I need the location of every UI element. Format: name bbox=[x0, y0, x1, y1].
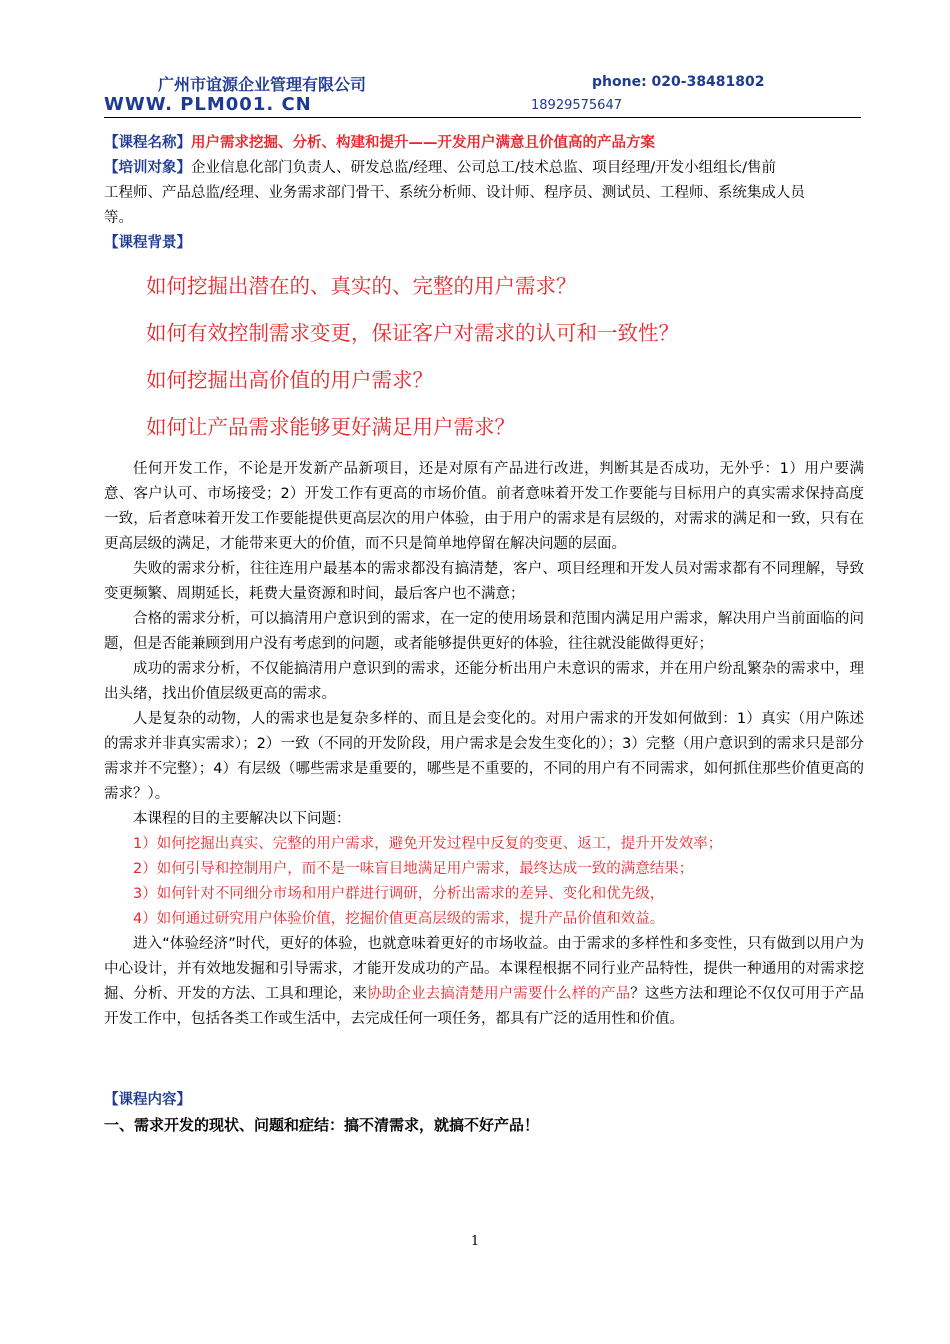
background-label: 【课程背景】 bbox=[104, 235, 191, 251]
course-goals-list bbox=[104, 832, 864, 932]
course-name-label: 【课程名称】 bbox=[104, 135, 191, 151]
course-name-value: 用户需求挖掘、分析、构建和提升——开发用户满意且价值高的产品方案 bbox=[191, 135, 655, 151]
training-audience bbox=[104, 156, 864, 231]
course-content-label: 【课程内容】 bbox=[104, 1092, 191, 1108]
section-heading-1: 一、需求开发的现状、问题和症结：搞不清需求，就搞不好产品！ bbox=[104, 1116, 540, 1134]
key-questions bbox=[104, 263, 864, 451]
paragraph-success-criteria: 任何开发工作，不论是开发新产品新项目，还是对原有产品进行改进，判断其是否成功，无外乎：1）用户要满意、客户认可、市场接受；2）开发工作有更高的市场价值。前者意味着开发工作要能与目标用户的真实需求保持高度一致，后者意味着开发工作要能提供更高层次的用户体验，由于用户的需求是有层级的，对需求的满足和一致，只有在更高层级的满足，才能带来更大的价值，而不只是简单地停留在解决问题的层面。 bbox=[104, 461, 864, 552]
question-item: 如何挖掘出高价值的用户需求？ bbox=[146, 368, 433, 392]
closing-highlight: 协助企业去搞清楚用户需要什么样的产品 bbox=[367, 986, 631, 1002]
goal-item: 2）如何引导和控制用户，而不是一味盲目地满足用户需求，最终达成一致的满意结果； bbox=[133, 861, 694, 877]
phone-number: phone: 020-38481802 bbox=[592, 74, 765, 90]
closing-text-before: 进入“体验经济”时代，更好的体验，也就意味着更好的市场收益。由于需求的多样性和多变性，只有做到以用户为中心设计，并有效地发掘和引导需求，才能开发成功的产品。本课程根据不同行业产品特性，提供一种通用的对需求挖掘、分析、开发的方法、工具和理论，来 bbox=[104, 936, 864, 1002]
audience-line-2: 工程师、产品总监/经理、业务需求部门骨干、系统分析师、设计师、程序员、测试员、工程师、系统集成人员 bbox=[104, 185, 805, 201]
header-divider bbox=[104, 117, 861, 118]
course-name-row bbox=[104, 131, 864, 156]
paragraph-failed-analysis: 失败的需求分析，往往连用户最基本的需求都没有搞清楚，客户、项目经理和开发人员对需求都有不同理解，导致变更频繁、周期延长，耗费大量资源和时间，最后客户也不满意； bbox=[104, 561, 864, 602]
paragraph-human-needs: 人是复杂的动物，人的需求也是复杂多样的、而且是会变化的。对用户需求的开发如何做到：1）真实（用户陈述的需求并非真实需求）；2）一致（不同的开发阶段，用户需求是会发生变化的）；3）完整（用户意识到的需求只是部分需求并不完整）；4）有层级（哪些需求是重要的，哪些是不重要的，不同的用户有不同需求，如何抓住那些价值更高的需求？）。 bbox=[104, 711, 864, 802]
paragraph-successful-analysis: 成功的需求分析，不仅能搞清用户意识到的需求，还能分析出用户未意识的需求，并在用户纷乱繁杂的需求中，理出头绪，找出价值层级更高的需求。 bbox=[104, 661, 864, 702]
question-item: 如何挖掘出潜在的、真实的、完整的用户需求？ bbox=[146, 274, 577, 298]
question-item: 如何让产品需求能够更好满足用户需求？ bbox=[146, 415, 515, 439]
question-item: 如何有效控制需求变更，保证客户对需求的认可和一致性？ bbox=[146, 321, 679, 345]
audience-label: 【培训对象】 bbox=[104, 160, 191, 176]
page-number: 1 bbox=[470, 1234, 480, 1249]
goal-item: 4）如何通过研究用户体验价值，挖掘价值更高层级的需求，提升产品价值和效益。 bbox=[133, 911, 665, 927]
goal-item: 3）如何针对不同细分市场和用户群进行调研，分析出需求的差异、变化和优先级， bbox=[133, 886, 665, 902]
audience-line-3: 等。 bbox=[104, 210, 133, 226]
closing-text-after: ？这些方法和理论不仅仅可用于产品开发工作中，包括各类工作或生活中，去完成任何一项任务，都具有广泛的适用性和价值。 bbox=[104, 986, 865, 1027]
audience-line-1: 企业信息化部门负责人、研发总监/经理、公司总工/技术总监、项目经理/开发小组组长/售前 bbox=[191, 160, 777, 176]
section-spacer bbox=[104, 1032, 864, 1088]
paragraph-qualified-analysis: 合格的需求分析，可以搞清用户意识到的需求，在一定的使用场景和范围内满足用户需求，解决用户当前面临的问题，但是否能兼顾到用户没有考虑到的问题，或者能够提供更好的体验，往往就没能做得更好； bbox=[104, 611, 864, 652]
website-url: WWW. PLM001. CN bbox=[104, 94, 312, 115]
goal-item: 1）如何挖掘出真实、完整的用户需求，避免开发过程中反复的变更、返工，提升开发效率； bbox=[133, 836, 723, 852]
paragraph-experience-economy bbox=[104, 932, 864, 1032]
paragraph-course-goals-intro: 本课程的目的主要解决以下问题： bbox=[133, 811, 351, 827]
mobile-number: 18929575647 bbox=[531, 98, 622, 113]
document-body bbox=[104, 131, 864, 1138]
company-name: 广州市谊源企业管理有限公司 bbox=[158, 75, 367, 94]
